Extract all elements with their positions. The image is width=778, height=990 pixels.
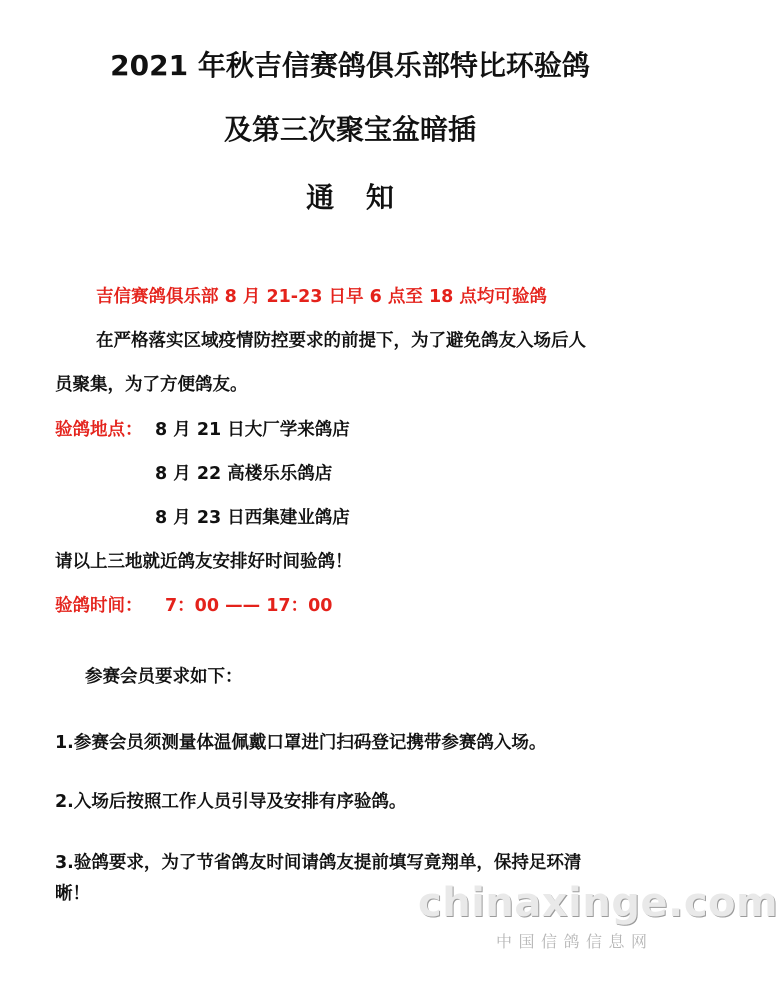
location-2: 8 月 22 高楼乐乐鸽店: [155, 464, 333, 484]
nearby-note: 请以上三地就近鸽友安排好时间验鸽！: [55, 552, 353, 572]
requirement-1: 1.参赛会员须测量体温佩戴口罩进门扫码登记携带参赛鸽入场。: [55, 733, 547, 753]
watermark-logo: chinaxinge.com: [418, 880, 778, 926]
location-1: 8 月 21 日大厂学来鸽店: [155, 420, 350, 440]
location-label: 验鸽地点：: [55, 420, 143, 440]
requirement-3-line-1: 3.验鸽要求，为了节省鸽友时间请鸽友提前填写竟翔单，保持足环清: [55, 853, 582, 873]
requirement-3-line-2: 晰！: [55, 884, 90, 904]
requirement-2: 2.入场后按照工作人员引导及安排有序验鸽。: [55, 792, 407, 812]
time-label: 验鸽时间：: [55, 596, 143, 616]
intro-line-1: 在严格落实区域疫情防控要求的前提下，为了避免鸽友入场后人: [96, 331, 586, 351]
location-3: 8 月 23 日西集建业鸽店: [155, 508, 350, 528]
watermark-subtitle: 中国信鸽信息网: [496, 932, 654, 951]
title-line-1: 2021 年秋吉信赛鸽俱乐部特比环验鸽: [110, 49, 590, 82]
title-line-2: 及第三次聚宝盆暗插: [223, 113, 476, 146]
highlight-statement: 吉信赛鸽俱乐部 8 月 21-23 日早 6 点至 18 点均可验鸽: [96, 287, 547, 307]
requirements-heading: 参赛会员要求如下：: [85, 667, 243, 687]
time-value: 7：00 —— 17：00: [165, 596, 333, 616]
title-notice: 通 知: [306, 181, 394, 214]
intro-line-2: 员聚集，为了方便鸽友。: [55, 375, 248, 395]
